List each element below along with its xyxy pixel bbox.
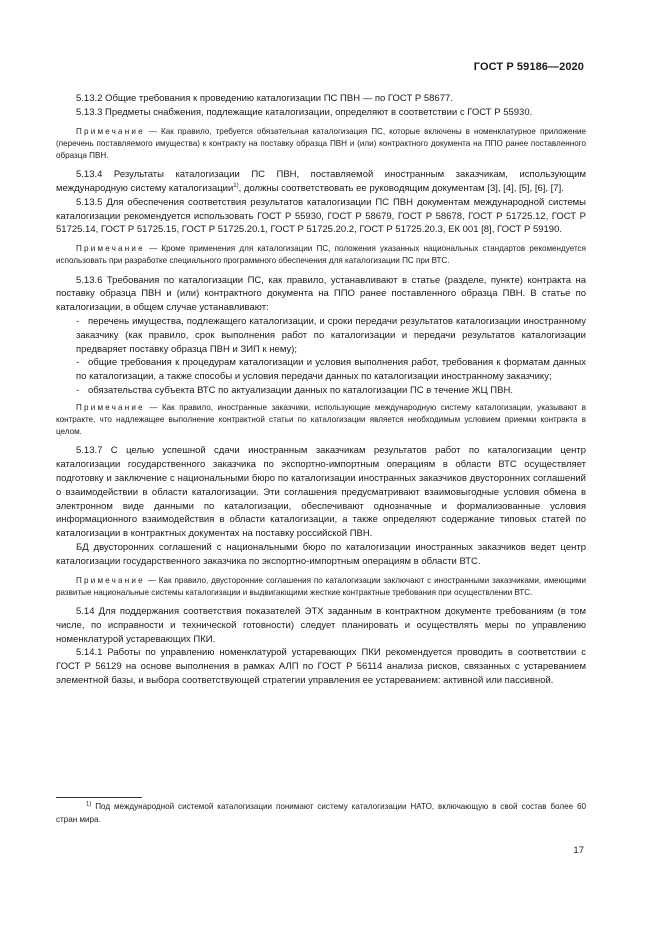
footnote-mark: 1) <box>86 801 92 808</box>
list-dash: - <box>76 384 80 396</box>
note-3 <box>56 402 586 439</box>
list-item <box>56 384 586 398</box>
note-label: Примечание <box>76 244 145 254</box>
note-text: — Как правило, иностранные заказчики, использующие международную систему каталогизации, указывают в контракте, что надлежащее выполнение контрактной статьи по каталогизации является необходимым условием приемки контракта в целом. <box>56 402 586 437</box>
paragraph-text: 5.13.4 Результаты каталогизации ПС ПВН, поставляемой иностранным заказчикам, использующим международную систему каталогизации <box>56 169 586 194</box>
document-header: ГОСТ Р 59186—2020 <box>473 61 584 73</box>
document-body <box>56 92 586 688</box>
note-text: — Как правило, двусторонние соглашения по каталогизации заключают с иностранными заказчиками, имеющими развитые национальные системы каталогизации и выдвигающими жесткие контрактные требования при осуществлении ВТС. <box>56 575 586 597</box>
page-number: 17 <box>573 845 584 856</box>
paragraph-5-13-5: 5.13.5 Для обеспечения соответствия результатов каталогизации ПС ПВН документам международной системы каталогизации рекомендуется использовать ГОСТ Р 55930, ГОСТ Р 58679, ГОСТ Р 58678, ГОСТ Р 51725.12, ГОСТ Р 51725.14, ГОСТ Р 51725.15, ГОСТ Р 51725.20.1, ГОСТ Р 51725.20.2, ГОСТ Р 51725.20.3, ЕК 001 [8], ГОСТ Р 59190. <box>56 196 586 236</box>
footnote-ref: 1) <box>233 182 239 189</box>
list-dash: - <box>76 315 80 327</box>
note-label: Примечание <box>76 402 145 412</box>
list-item-text: обязательства субъекта ВТС по актуализации данных по каталогизации ПС в течение ЖЦ ПВН. <box>88 384 513 396</box>
footnote-separator <box>56 797 142 798</box>
paragraph-5-13-7: 5.13.7 С целью успешной сдачи иностранным заказчикам результатов работ по каталогизации центр каталогизации государственного заказчика по экспортно-импортным операциям в области ВТС осуществляет подготовку и заключение с национальными бюро по каталогизации иностранных заказчиков двусторонних соглашений о взаимодействии в области каталогизации. Эти соглашения предусматривают взаимовыгодные условия обмена в электронном виде данными по каталогизации, обеспечивают однозначные и формализованные условия информационного взаимодействия в области каталогизации, а также определяют содержание типовых статей по каталогизации в контрактных документах на поставку российской ПВН. <box>56 445 586 540</box>
list-item-text: перечень имущества, подлежащего каталогизации, и сроки передачи результатов каталогизации иностранному заказчику (как правило, срок выполнения работ по каталогизации и передачи результатов каталогизации предваряет поставку образца ПВН и ЗИП к нему); <box>76 315 586 355</box>
footnote-text: Под международной системой каталогизации понимают систему каталогизации НАТО, включающую в свой состав более 60 стран мира. <box>56 802 586 824</box>
paragraph-5-13-4 <box>56 168 586 196</box>
list-item <box>56 315 586 356</box>
paragraph-5-14: 5.14 Для поддержания соответствия показателей ЭТХ заданным в контрактном документе требованиям (в том числе, по исправности и технической готовности) следует планировать и осуществлять меры по управлению номенклатурой устаревающих ПКИ. <box>56 605 586 645</box>
note-label: Примечание <box>76 575 145 585</box>
paragraph-text: , должны соответствовать ее руководящим документам [3], [4], [5], [6], [7]. <box>238 183 564 194</box>
paragraph-5-14-1: 5.14.1 Работы по управлению номенклатурой устаревающих ПКИ рекомендуется проводить в соответствии с ГОСТ Р 56129 на основе выполнения в рамках АЛП по ГОСТ Р 56114 анализа рисков, связанных с устареванием элементной базы, и выбора соответствующей стратегии управления ее устареванием: активной или пассивной. <box>56 647 586 686</box>
list-item <box>56 356 586 384</box>
paragraph-5-13-2: 5.13.2 Общие требования к проведению каталогизации ПС ПВН — по ГОСТ Р 58677. <box>76 93 453 104</box>
paragraph-5-13-3: 5.13.3 Предметы снабжения, подлежащие каталогизации, определяют в соответствии с ГОСТ Р 55930. <box>76 106 533 118</box>
note-2 <box>56 243 586 267</box>
list-item-text: общие требования к процедурам каталогизации и условия выполнения работ, требования к форматам данных по каталогизации, а также способы и условия передачи данных по каталогизации иностранному заказчику; <box>76 357 586 383</box>
paragraph-5-13-6: 5.13.6 Требования по каталогизации ПС, как правило, устанавливают в статье (разделе, пункте) контракта на поставку образца ПВН и (или) контрактного документа на ППО ранее поставленного образца ПВН. В статье по каталогизации, в общем случае устанавливают: <box>56 274 586 314</box>
paragraph-bd-agreements: БД двусторонних соглашений с национальными бюро по каталогизации иностранных заказчиков ведет центр каталогизации государственного заказчика по экспортно-импортным операциям в области ВТС. <box>56 541 586 567</box>
note-label: Примечание <box>76 126 145 136</box>
note-4 <box>56 575 586 599</box>
note-text: — Кроме применения для каталогизации ПС, положения указанных национальных стандартов рекомендуется использовать при разработке специального программного обеспечения для каталогизации ПС при ВТС. <box>56 244 586 266</box>
footnote <box>56 801 586 826</box>
list-dash: - <box>76 357 80 369</box>
note-1 <box>56 126 586 163</box>
note-text: — Как правило, требуется обязательная каталогизация ПС, которые включены в номенклатурное приложение (перечень поставляемого имущества) к контракту на поставку образца ПВН и (или) контрактного документа на ППО ранее поставленного образца ПВН. <box>56 126 586 160</box>
